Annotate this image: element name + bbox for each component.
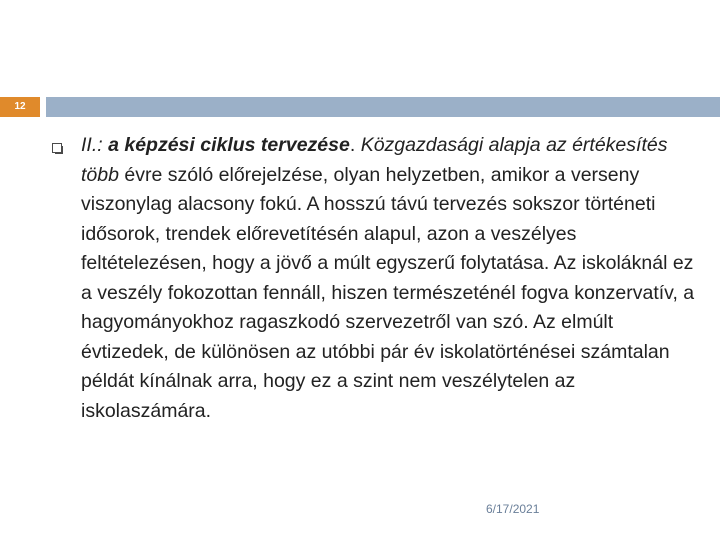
slide-number: 12 (14, 101, 26, 112)
bullet-paragraph (81, 131, 701, 426)
italic-intro: Közgazdasági alapja az értékesítés több (81, 134, 668, 186)
header-bar (46, 97, 720, 117)
section-prefix: II.: (81, 134, 109, 156)
paragraph-body: évre szóló előrejelzése, olyan helyzetben, amikor a verseny viszonylag alacsony fokú. A hosszú távú tervezés sokszor történeti idősorok, trendek előrevetítésén alapul, azon a veszélyes feltételezésen, hogy a jövő a múlt egyszerű folytatása. Az iskoláknál ez a veszély fokozottan fennáll, hiszen természeténél fogva konzervatív, a hagyományokhoz ragaszkodó szervezetről van szó. Az elmúlt évtizedek, de különösen az utóbbi pár év iskolatörténései számtalan példát kínálnak arra, hogy ez a szint nem veszélytelen az iskolaszámára. (81, 163, 695, 422)
heading-separator: . (349, 134, 361, 156)
footer-date: 6/17/2021 (486, 502, 540, 516)
hollow-square-bullet-icon (52, 143, 62, 153)
section-heading: a képzési ciklus tervezése (108, 134, 350, 156)
